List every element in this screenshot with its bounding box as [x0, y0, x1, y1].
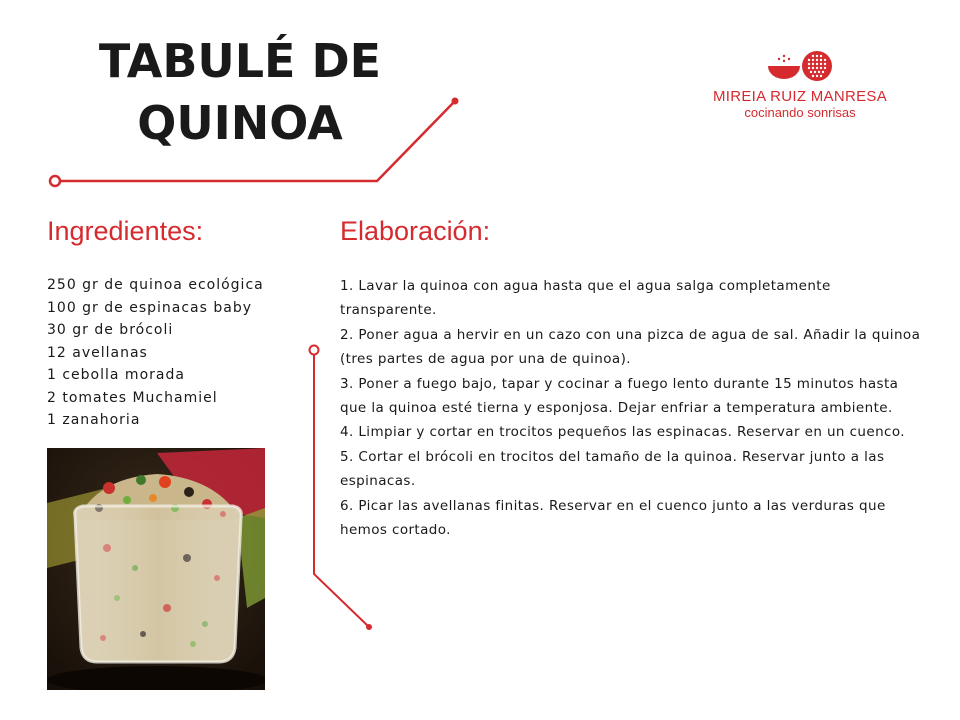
- recipe-title: [60, 30, 420, 154]
- ingredient-item: 1 cebolla morada: [47, 367, 185, 383]
- title-line-2: QUINOA: [137, 96, 343, 150]
- ingredient-item: 30 gr de brócoli: [47, 322, 174, 338]
- step-item: 1. Lavar la quinoa con agua hasta que el agua salga completamente transparente.: [340, 278, 831, 319]
- step-item: 3. Poner a fuego bajo, tapar y cocinar a fuego lento durante 15 minutos hasta que la quinoa esté tierna y esponjosa. Dejar enfriar a temperatura ambiente.: [340, 375, 899, 417]
- ingredients-list: [47, 274, 264, 432]
- logo-tagline: cocinando sonrisas: [744, 105, 856, 120]
- step-item: 4. Limpiar y cortar en trocitos pequeños las espinacas. Reservar en un cuenco.: [340, 424, 905, 441]
- ingredient-item: 100 gr de espinacas baby: [47, 299, 253, 316]
- ingredient-item: 12 avellanas: [47, 344, 148, 361]
- ingredient-item: 2 tomates Muchamiel: [47, 389, 218, 406]
- title-line-1: TABULÉ DE: [98, 34, 382, 88]
- logo-icons: [700, 50, 900, 84]
- quinoa-salad-photo: [47, 448, 265, 690]
- elaboration-heading: Elaboración:: [340, 216, 491, 246]
- elaboration-steps: [340, 274, 925, 542]
- brand-logo: [700, 50, 900, 120]
- ingredient-item: 1 zanahoria: [47, 412, 141, 428]
- ingredients-heading: Ingredientes:: [47, 216, 204, 246]
- step-item: 2. Poner agua a hervir en un cazo con una pizca de agua de sal. Añadir la quinoa (tres partes de agua por una de quinoa).: [340, 326, 921, 368]
- step-item: 6. Picar las avellanas finitas. Reservar en el cuenco junto a las verduras que hemos cortado.: [340, 497, 886, 539]
- grater-icon: [802, 51, 832, 81]
- bowl-icon: [768, 55, 800, 79]
- ingredient-item: 250 gr de quinoa ecológica: [47, 277, 264, 293]
- step-item: 5. Cortar el brócoli en trocitos del tamaño de la quinoa. Reservar junto a las espinacas.: [340, 448, 885, 490]
- logo-name: MIREIA RUIZ MANRESA: [712, 88, 888, 105]
